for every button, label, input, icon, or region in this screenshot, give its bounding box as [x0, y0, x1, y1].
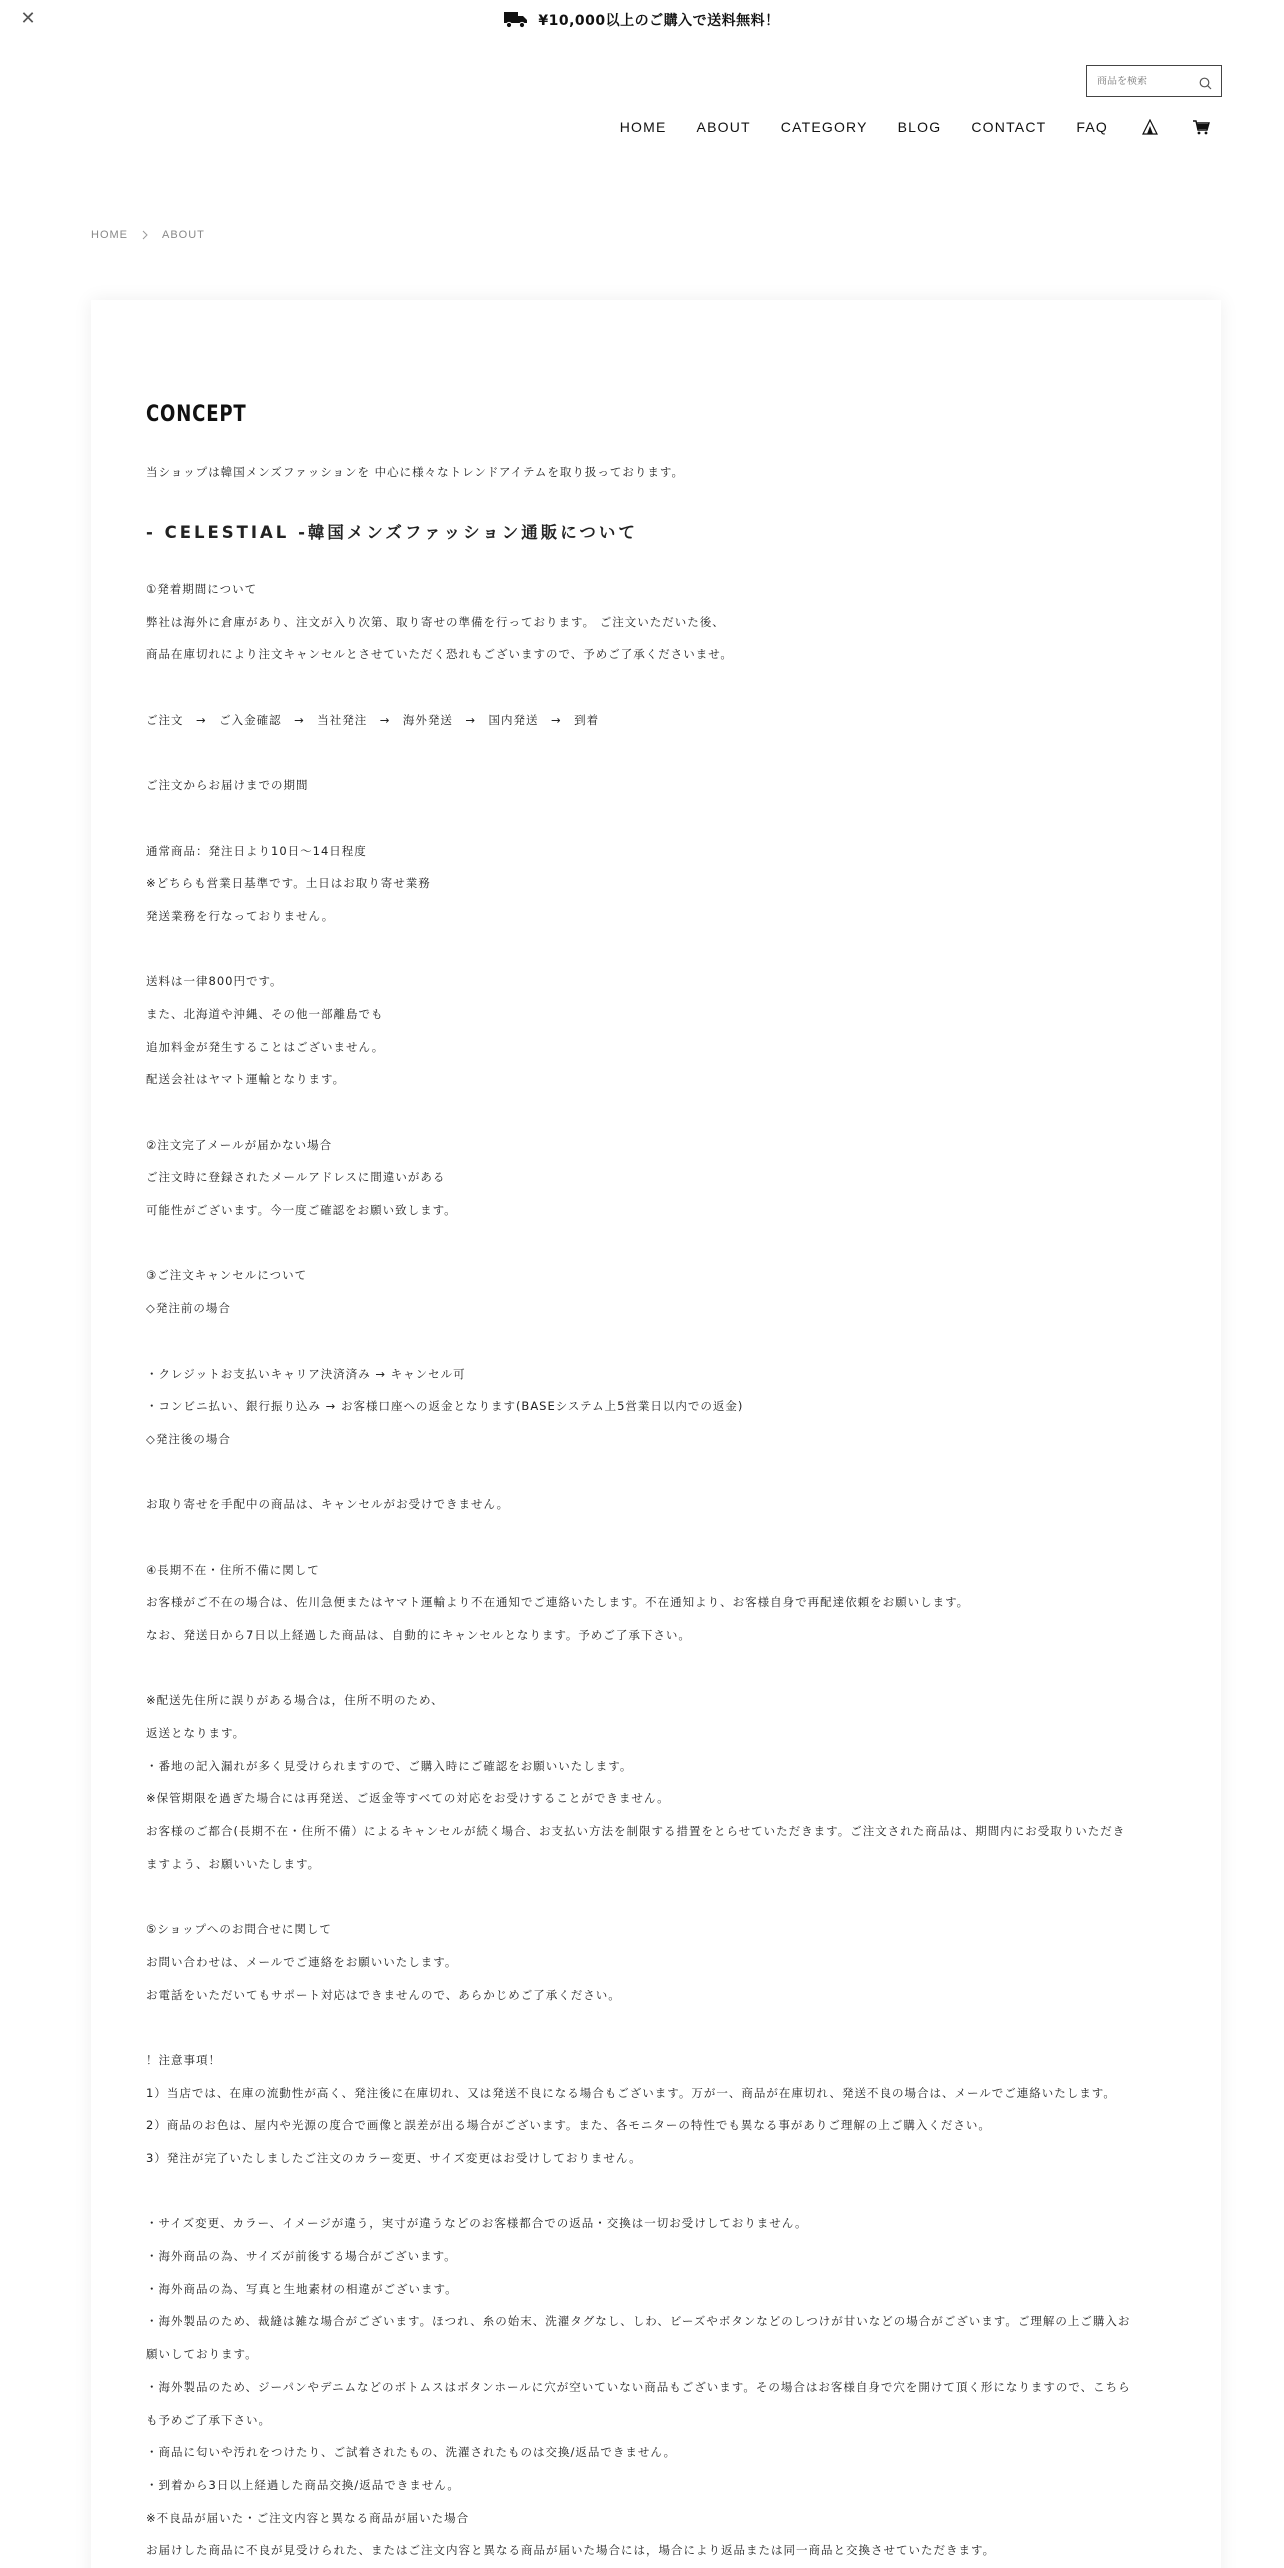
- text-line: [146, 736, 1166, 769]
- text-line: お届けした商品に不良が見受けられた、またはご注文内容と異なる商品が届いた場合には，場合により返品または同一商品と交換させていただきます。: [146, 2543, 996, 2558]
- text-line: ③ご注文キャンセルについて: [146, 1268, 308, 1283]
- text-line: [146, 1881, 1166, 1914]
- nav-faq[interactable]: FAQ: [1076, 119, 1108, 135]
- breadcrumb-home[interactable]: HOME: [91, 229, 128, 241]
- text-line: お客様がご不在の場合は、佐川急便またはヤマト運輸より不在通知でご連絡いたします。不在通知より、お客様自身で再配達依頼をお願いします。: [146, 1595, 970, 1610]
- text-line: 可能性がございます。今一度ご確認をお願い致します。: [146, 1203, 457, 1218]
- text-line: ご注文 → ご入金確認 → 当社発注 → 海外発送 → 国内発送 → 到着: [146, 712, 600, 727]
- text-line: ・サイズ変更、カラー、イメージが違う，実寸が違うなどのお客様都合での返品・交換は一切お受けしておりません。: [146, 2216, 808, 2231]
- concept-title: CONCEPT: [146, 402, 247, 427]
- text-line: 1）当店では、在庫の流動性が高く、発注後に在庫切れ、又は発送不良になる場合もございます。万が一、商品が在庫切れ、発送不良の場合は、メールでご連絡いたします。: [146, 2085, 1116, 2100]
- text-line: 2）商品のお色は、屋内や光源の度合で画像と誤差が出る場合がございます。また、各モニターの特性でも異なる事がありご理解の上ご購入ください。: [146, 2118, 991, 2133]
- text-line: ⑤ショップへのお問合せに関して: [146, 1922, 332, 1937]
- text-line: [146, 1227, 1166, 1260]
- text-line: [146, 1325, 1166, 1358]
- text-line: [146, 802, 1166, 835]
- text-line: ※配送先住所に誤りがある場合は，住所不明のため、: [146, 1693, 444, 1708]
- text-line: [146, 1521, 1166, 1554]
- text-line: ますよう、お願いいたします。: [146, 1856, 321, 1871]
- text-line: ①発着期間について: [146, 582, 258, 596]
- text-line: ※保管期限を過ぎた場合には再発送、ご返金等すべての対応をお受けすることができません。: [146, 1791, 670, 1806]
- text-line: [146, 2175, 1166, 2208]
- text-line: [146, 1456, 1166, 1489]
- text-line: 商品在庫切れにより注文キャンセルとさせていただく恐れもございますので、予めご了承くださいませ。: [146, 647, 733, 662]
- text-line: ・番地の記入漏れが多く見受けられますので、ご購入時にご確認をお願いいたします。: [146, 1758, 633, 1773]
- truck-icon: [504, 11, 528, 29]
- search-input[interactable]: [1097, 76, 1193, 87]
- nav-category[interactable]: CATEGORY: [780, 119, 868, 135]
- text-line: [146, 1096, 1166, 1129]
- text-line: ◇発注後の場合: [146, 1431, 231, 1446]
- shipping-banner: [0, 0, 1284, 40]
- text-line: [146, 1652, 1166, 1685]
- banner-message: [504, 10, 779, 30]
- text-line: 送料は一律800円です。: [146, 974, 283, 989]
- text-line: 発送業務を行なっておりません。: [146, 908, 335, 923]
- intro-text: 当ショップは韓国メンズファッションを 中心に様々なトレンドアイテムを取り扱っております。: [146, 465, 684, 479]
- text-line: 弊社は海外に倉庫があり、注文が入り次第、取り寄せの準備を行っております。 ご注文いただいた後、: [146, 614, 725, 629]
- text-line: ・海外商品の為、写真と生地素材の相違がございます。: [146, 2281, 458, 2296]
- main-nav: [590, 119, 1210, 135]
- text-line: ・商品に匂いや汚れをつけたり、ご試着されたもの、洗濯されたものは交換/返品できません。: [146, 2445, 677, 2460]
- text-line: 配送会社はヤマト運輸となります。: [146, 1072, 346, 1087]
- text-line: ・海外商品の為、サイズが前後する場合がございます。: [146, 2249, 457, 2264]
- nav-about[interactable]: ABOUT: [696, 119, 751, 135]
- nav-home[interactable]: HOME: [619, 119, 667, 135]
- text-line: お客様のご都合(長期不在・住所不備）によるキャンセルが続く場合、お支払い方法を制限する措置をとらせていただきます。ご注文された商品は、期間内にお受取りいただき: [146, 1824, 1126, 1839]
- text-line: お問い合わせは、メールでご連絡をお願いいたします。: [146, 1954, 458, 1969]
- text-line: 追加料金が発生することはございません。: [146, 1039, 385, 1054]
- text-line: また、北海道や沖縄、その他一部離島でも: [146, 1006, 384, 1021]
- text-line: 返送となります。: [146, 1726, 246, 1741]
- text-line: 通常商品：発注日より10日〜14日程度: [146, 843, 367, 858]
- text-line: ・到着から3日以上経過した商品交換/返品できません。: [146, 2477, 460, 2492]
- text-line: ！注意事項！: [146, 2052, 221, 2067]
- text-line: ④長期不在・住所不備に関して: [146, 1562, 320, 1577]
- text-line: ※不良品が届いた・ご注文内容と異なる商品が届いた場合: [146, 2510, 470, 2525]
- text-line: お取り寄せを手配中の商品は、キャンセルがお受けできません。: [146, 1497, 510, 1512]
- user-icon[interactable]: [1142, 119, 1158, 135]
- text-line: ・クレジットお支払いキャリア決済済み → キャンセル可: [146, 1366, 466, 1381]
- text-line: [146, 2011, 1166, 2044]
- banner-text: ¥10,000以上のご購入で送料無料！: [538, 13, 780, 29]
- cart-icon[interactable]: [1192, 119, 1210, 135]
- text-line: ご注文時に登録されたメールアドレスに間違いがある: [146, 1170, 446, 1185]
- text-line: 願いしております。: [146, 2347, 258, 2362]
- breadcrumb: [91, 229, 205, 241]
- text-line: ・海外製品のため、裁縫は雑な場合がございます。ほつれ、糸の始末、洗濯タグなし、しわ、ビーズやボタンなどのしつけが甘いなどの場合がございます。ご理解の上ご購入お: [146, 2314, 1131, 2329]
- text-line: ・海外製品のため、ジーパンやデニムなどのボトムスはボタンホールに穴が空いていない商品もございます。その場合はお客様自身で穴を開けて頂く形になりますので、こちら: [146, 2379, 1131, 2394]
- text-line: [146, 933, 1166, 966]
- text-line: ご注文からお届けまでの期間: [146, 778, 309, 793]
- policy-text: [146, 573, 1166, 2567]
- text-line: なお、発送日から7日以上経過した商品は、自動的にキャンセルとなります。予めご了承下さい。: [146, 1628, 691, 1642]
- text-line: [146, 671, 1166, 704]
- section-heading: - CELESTIAL -韓国メンズファッション通販について: [146, 523, 638, 542]
- breadcrumb-current: ABOUT: [162, 229, 205, 241]
- text-line: ②注文完了メールが届かない場合: [146, 1137, 333, 1152]
- text-line: も予めご了承下さい。: [146, 2412, 271, 2427]
- search-icon[interactable]: [1199, 75, 1212, 94]
- chevron-right-icon: [142, 230, 148, 240]
- text-line: ※どちらも営業日基準です。土日はお取り寄せ業務: [146, 876, 431, 891]
- text-line: ◇発注前の場合: [146, 1301, 231, 1316]
- search-box: [1086, 65, 1222, 97]
- nav-contact[interactable]: CONTACT: [971, 119, 1047, 135]
- text-line: ・コンビニ払い、銀行振り込み → お客様口座への返金となります(BASEシステム上5営業日以内での返金): [146, 1399, 744, 1414]
- text-line: お電話をいただいてもサポート対応はできませんので、あらかじめご了承ください。: [146, 1987, 621, 2002]
- close-icon[interactable]: ✕: [20, 8, 36, 29]
- text-line: 3）発注が完了いたしましたご注文のカラー変更、サイズ変更はお受けしておりません。: [146, 2151, 642, 2165]
- nav-blog[interactable]: BLOG: [897, 119, 942, 135]
- about-content: [146, 402, 1166, 2567]
